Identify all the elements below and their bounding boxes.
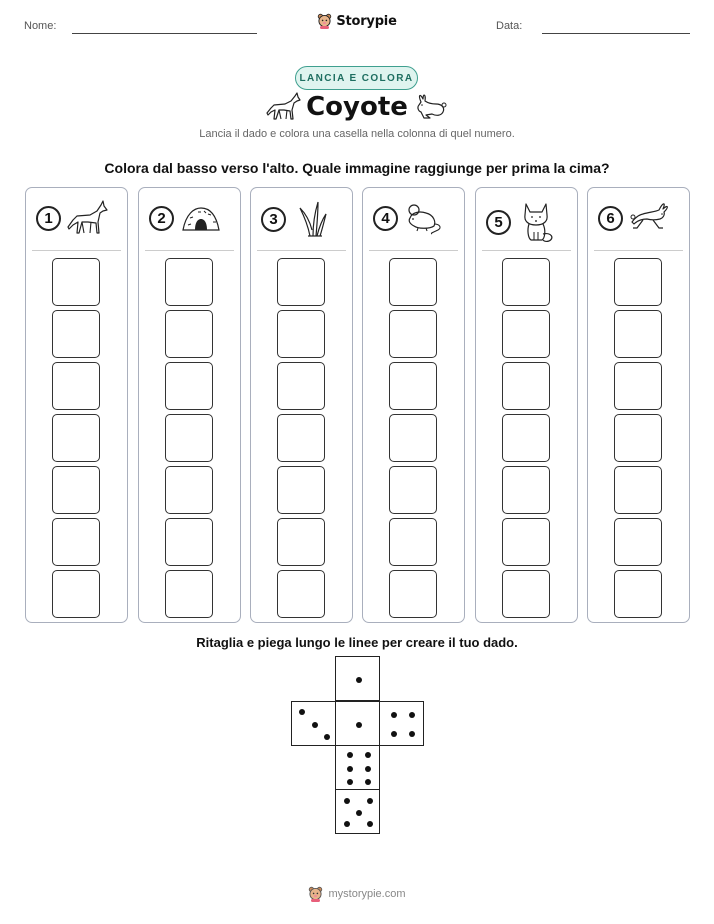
color-box[interactable] [277,362,325,410]
column-divider [32,250,121,251]
die-pip [356,722,362,728]
die-pip [367,821,373,827]
color-box[interactable] [277,414,325,462]
column-divider [369,250,458,251]
activity-badge: LANCIA E COLORA [295,66,418,90]
die-pip [347,752,353,758]
color-box[interactable] [502,362,550,410]
color-box[interactable] [502,310,550,358]
coyote-icon [67,200,109,236]
die-pip [365,766,371,772]
die-face-6 [335,745,380,790]
column-number: 3 [261,207,286,232]
color-box[interactable] [52,466,100,514]
die-pip [347,766,353,772]
column-divider [482,250,571,251]
color-box[interactable] [614,466,662,514]
column-number: 4 [373,206,398,231]
color-box[interactable] [614,362,662,410]
name-label: Nome: [24,20,57,32]
color-box[interactable] [277,258,325,306]
column-number: 5 [486,210,511,235]
color-box[interactable] [389,310,437,358]
die-instruction: Ritaglia e piega lungo le linee per creare il tuo dado. [196,635,518,650]
date-label: Data: [496,20,523,32]
color-box[interactable] [614,258,662,306]
color-box[interactable] [52,310,100,358]
color-box[interactable] [614,310,662,358]
die-face-1 [335,701,380,746]
color-box[interactable] [277,310,325,358]
column-divider [594,250,683,251]
color-box[interactable] [165,310,213,358]
color-box[interactable] [165,362,213,410]
die-pip [299,709,305,715]
color-box[interactable] [165,570,213,618]
color-box[interactable] [52,414,100,462]
column-divider [257,250,346,251]
die-pip [367,798,373,804]
footer-url: mystorypie.com [328,888,406,900]
storypie-mascot-icon [308,886,323,902]
die-pip [344,821,350,827]
mouse-icon [404,200,446,236]
die-pip [391,731,397,737]
name-line[interactable] [72,33,257,34]
color-box[interactable] [52,570,100,618]
die-pip [409,731,415,737]
color-box[interactable] [389,570,437,618]
rabbit-icon [629,200,671,236]
column-number: 6 [598,206,623,231]
color-box[interactable] [52,362,100,410]
color-box[interactable] [52,518,100,566]
die-pip [409,712,415,718]
die-pip [391,712,397,718]
color-box[interactable] [502,258,550,306]
color-box[interactable] [52,258,100,306]
fox-pup-icon [517,200,559,244]
color-box[interactable] [389,258,437,306]
footer [0,886,714,902]
color-box[interactable] [614,570,662,618]
color-box[interactable] [389,362,437,410]
color-box[interactable] [277,518,325,566]
color-box[interactable] [389,518,437,566]
die-pip [365,752,371,758]
column-divider [145,250,234,251]
grass-icon [292,200,334,238]
page-title: Coyote [306,92,408,122]
color-box[interactable] [277,570,325,618]
storypie-mascot-icon [317,13,332,29]
color-box[interactable] [389,414,437,462]
color-box[interactable] [277,466,325,514]
color-box[interactable] [165,518,213,566]
column-4 [362,187,465,623]
color-box[interactable] [614,414,662,462]
date-line[interactable] [542,33,690,34]
die-face-3 [291,701,336,746]
die-pip [356,677,362,683]
column-2 [138,187,241,623]
die-pip [365,779,371,785]
die-pip [324,734,330,740]
color-box[interactable] [165,258,213,306]
column-3 [250,187,353,623]
color-box[interactable] [502,518,550,566]
die-pip [344,798,350,804]
color-box[interactable] [389,466,437,514]
die-pip [347,779,353,785]
color-box[interactable] [502,570,550,618]
die-face-5 [335,789,380,834]
den-icon [180,200,222,236]
column-1 [25,187,128,623]
column-5 [475,187,578,623]
color-box[interactable] [614,518,662,566]
die-pip [356,810,362,816]
column-number: 2 [149,206,174,231]
subtitle: Lancia il dado e colora una casella nella colonna di quel numero. [199,128,515,140]
brand-logo [0,13,714,29]
instruction: Colora dal basso verso l'alto. Quale immagine raggiunge per prima la cima? [104,160,610,176]
color-box[interactable] [165,414,213,462]
brand-name: Storypie [336,13,397,29]
die-pip [312,722,318,728]
color-box[interactable] [502,466,550,514]
die-face-4 [379,701,424,746]
rabbit-icon [414,92,448,120]
column-number: 1 [36,206,61,231]
color-box[interactable] [165,466,213,514]
die-face-1 [335,656,380,701]
column-6 [587,187,690,623]
color-box[interactable] [502,414,550,462]
